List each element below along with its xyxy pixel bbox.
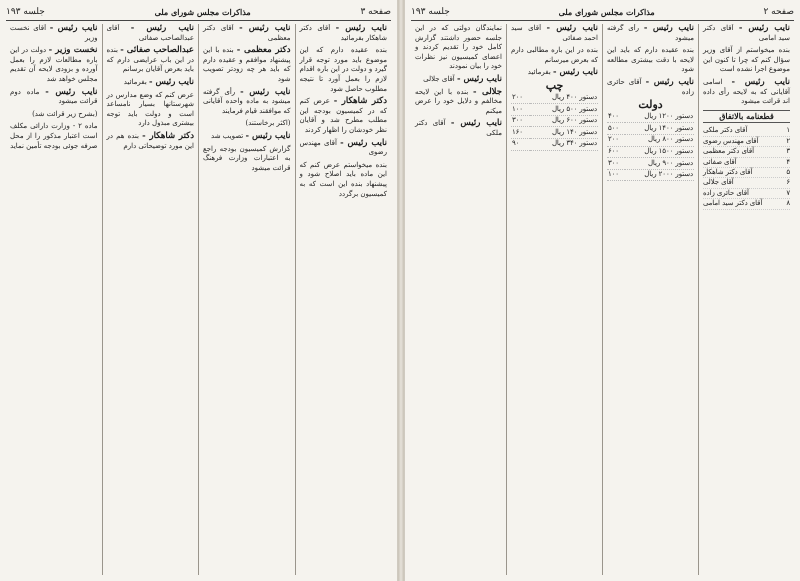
paragraph-text: (اکثر برخاستند) xyxy=(245,119,291,128)
paragraph xyxy=(203,132,291,142)
speaker-name: نایب رئیس - xyxy=(239,24,291,33)
paragraph xyxy=(10,24,98,43)
paragraph-text: آقای دکتر سید امامی xyxy=(703,24,790,42)
text-column xyxy=(506,24,602,575)
paragraph xyxy=(607,78,694,97)
paragraph-text: بنده با این لایحه مخالفم و دلایل خود را عرض میکنم xyxy=(415,87,502,115)
vote-value: ۹۰ xyxy=(511,138,530,150)
list-number: ۲ xyxy=(786,136,790,145)
vote-table xyxy=(511,93,598,151)
vote-value: ۵۰۰ xyxy=(607,123,625,135)
paragraph-text: آقای دکتر شاهکار بفرمائید xyxy=(299,24,387,42)
list-item xyxy=(703,126,790,136)
list-name: آقای جلالی xyxy=(703,178,734,187)
paragraph-text: اسامی آقایانی که به لایحه رأی داده اند قرائت میشود xyxy=(703,77,790,106)
speaker-name: نایب رئیس - xyxy=(457,73,502,84)
paragraph xyxy=(300,139,388,158)
vote-section-title: چپ xyxy=(545,78,564,92)
vote-row xyxy=(511,138,598,150)
speaker-name: نایب رئیس - xyxy=(643,24,694,33)
vote-row xyxy=(511,115,598,127)
paragraph xyxy=(203,119,291,129)
paragraph xyxy=(415,75,502,85)
speaker-name: نایب رئیس - xyxy=(240,86,291,97)
vote-value: ۱۰۰ xyxy=(511,104,530,116)
vote-row xyxy=(607,158,694,170)
speaker-name: نایب رئیس - xyxy=(738,24,790,33)
paragraph-text: بنده با این پیشنهاد موافقم و عقیده دارم که باید هر چه زودتر تصویب شود xyxy=(203,46,291,83)
paragraph xyxy=(107,24,195,43)
vote-row xyxy=(511,104,598,116)
vote-label: دستور ۱۵۰۰ ریال xyxy=(625,146,694,158)
vote-value: ۲۰۰ xyxy=(607,134,625,146)
speaker-name: نایب رئیس - xyxy=(450,118,502,129)
paragraph xyxy=(415,119,502,138)
paragraph-text: ماده ۲ - وزارت دارائی مکلف است اعتبار مذکور را از محل صرفه جوئی بودجه تأمین نماید xyxy=(10,122,98,150)
list-item xyxy=(703,158,790,168)
vote-table xyxy=(607,112,694,182)
paragraph xyxy=(300,46,388,94)
list-name: آقای دکتر ملکی xyxy=(703,126,748,135)
paragraph xyxy=(203,88,291,117)
list-name: آقای دکتر معظمی xyxy=(703,147,755,156)
list-name: آقای دکتر سید امامی xyxy=(703,199,763,208)
paragraph xyxy=(203,46,291,84)
paragraph xyxy=(511,68,598,78)
paragraph xyxy=(107,46,195,75)
vote-label: دستور ۱۲۰۰ ریال xyxy=(625,112,694,123)
paragraph xyxy=(10,46,98,84)
speaker-name: نایب رئیس - xyxy=(245,130,291,141)
vote-row xyxy=(607,123,694,135)
paragraph-text: آقای نخست وزیر xyxy=(10,24,98,42)
paragraph xyxy=(607,46,694,75)
vote-row xyxy=(607,169,694,181)
left-columns xyxy=(6,24,391,575)
vote-value: ۳۰۰ xyxy=(511,115,530,127)
left-page xyxy=(0,0,398,581)
vote-label: دستور ۴۰۰ ریال xyxy=(530,93,598,104)
paragraph xyxy=(10,110,98,120)
text-column xyxy=(698,24,794,575)
paragraph-text: ماده دوم قرائت میشود xyxy=(10,87,98,106)
paragraph xyxy=(703,78,790,107)
speaker-name: نایب رئیس - xyxy=(546,24,598,33)
left-page-number: صفحه ۳ xyxy=(360,7,391,17)
paragraph xyxy=(203,24,291,43)
speaker-name: نایب رئیس - xyxy=(645,76,694,87)
list-number: ۳ xyxy=(786,147,790,156)
paragraph-text: دولت در این باره مطالعات لازم را بعمل آورده و بزودی لایحه آن تقدیم مجلس خواهد شد xyxy=(10,46,98,83)
text-column xyxy=(411,24,506,575)
paragraph xyxy=(415,88,502,117)
list-number: ۷ xyxy=(786,188,790,197)
paragraph-text: بنده در این باره مطالبی دارم که بعرض میرسانم xyxy=(511,46,598,64)
paragraph xyxy=(511,46,598,65)
paragraph-text: بنده میخواستم از آقای وزیر سؤال کنم که چرا تا کنون این موضوع اجرا نشده است xyxy=(703,46,790,74)
vote-label: دستور ۹۰۰ ریال xyxy=(625,158,694,170)
section-heading: قطعنامه بالاتفاق xyxy=(703,110,790,124)
vote-value: ۴۰۰ xyxy=(607,112,625,123)
speaker-name: عبدالصاحب صفائی - xyxy=(120,45,194,56)
right-session-label: جلسه ۱۹۳ xyxy=(411,7,450,17)
paragraph-text: بنده میخواستم عرض کنم که این ماده باید اصلاح شود و پیشنهاد بنده این است که به کمیسیون برگردد xyxy=(299,160,387,198)
paragraph-text: آقای حائری زاده xyxy=(607,77,694,96)
text-column xyxy=(102,24,199,575)
paragraph-text: عرض کنم که در کمیسیون بودجه این مطلب مطرح شد و آقایان نظر خودشان را اظهار کردند xyxy=(299,97,387,134)
speaker-name: نایب رئیس - xyxy=(130,24,194,33)
speaker-name: نایب رئیس - xyxy=(731,76,790,87)
speaker-name: نایب رئیس - xyxy=(340,137,387,148)
right-page-title: مذاکرات مجلس شورای ملی xyxy=(558,7,655,17)
speaker-name: نخست وزیر - xyxy=(48,45,98,56)
list-item xyxy=(703,178,790,188)
paragraph xyxy=(203,145,291,174)
paragraph-text: بفرمائید xyxy=(527,68,551,77)
vote-row xyxy=(511,93,598,104)
vote-value: ۳۰۰ xyxy=(607,158,625,170)
right-page-number: صفحه ۲ xyxy=(763,7,794,17)
speaker-name: نایب رئیس - xyxy=(49,24,98,33)
list-name: آقای مهندس رضوی xyxy=(703,136,759,145)
left-page-title: مذاکرات مجلس شورای ملی xyxy=(154,7,251,17)
paragraph-text: تصویب شد xyxy=(211,131,244,140)
right-page-header xyxy=(411,4,794,21)
list-item xyxy=(703,189,790,199)
speaker-name: نایب رئیس - xyxy=(553,67,598,78)
list-name: آقای حائری زاده xyxy=(703,188,749,197)
vote-row xyxy=(511,127,598,139)
list-item xyxy=(703,199,790,209)
list-name: آقای دکتر شاهکار xyxy=(703,167,753,176)
name-list xyxy=(703,126,790,209)
vote-row xyxy=(607,134,694,146)
list-item xyxy=(703,137,790,147)
list-number: ۸ xyxy=(786,199,790,208)
paragraph-text: بنده عقیده دارم که باید این لایحه با دقت بیشتری مطالعه شود xyxy=(607,46,694,74)
list-number: ۴ xyxy=(786,157,790,166)
list-item xyxy=(703,168,790,178)
paragraph-text: نمایندگان دولتی که در این جلسه حضور داشتند گزارش کامل خود را تقدیم کردند و اعضای کمیسیون نیز نظرات خود را بیان نمودند xyxy=(415,24,502,71)
list-name: آقای صفائی xyxy=(703,157,737,166)
vote-label: دستور ۵۰۰ ریال xyxy=(530,104,598,116)
text-column xyxy=(295,24,392,575)
list-number: ۶ xyxy=(786,178,790,187)
paragraph-text: آقای جلالی xyxy=(423,74,455,83)
paragraph-text: گزارش کمیسیون بودجه راجع به اعتبارات وزارت فرهنگ قرائت میشود xyxy=(203,144,291,172)
speaker-name: دکتر شاهکار - xyxy=(333,96,387,107)
paragraph-text: بنده عقیده دارم که این موضوع باید مورد توجه قرار گیرد و دولت در این باره اقدام لازم را بعمل آورد تا نتیجه مطلوب حاصل شود xyxy=(299,46,387,93)
vote-row xyxy=(607,112,694,123)
paragraph xyxy=(415,24,502,72)
paragraph-text: آقای دکتر معظمی xyxy=(203,24,291,42)
left-session-label: جلسه ۱۹۳ xyxy=(6,7,45,17)
paragraph xyxy=(300,24,388,43)
speaker-name: دکتر شاهکار - xyxy=(142,130,195,141)
paragraph xyxy=(703,24,790,43)
vote-label: دستور ۱۴۰ ریال xyxy=(530,127,598,139)
speaker-name: جلالی - xyxy=(472,86,502,97)
paragraph xyxy=(107,91,195,129)
paragraph-text: بنده هم در این مورد توضیحاتی دارم xyxy=(106,131,194,150)
list-number: ۱ xyxy=(786,126,790,135)
vote-row xyxy=(607,146,694,158)
vote-label: دستور ۲۰۰۰ ریال xyxy=(625,169,694,181)
vote-value: ۱۶۰ xyxy=(511,127,530,139)
vote-value: ۶۰۰ xyxy=(607,146,625,158)
paragraph-text: بنده در این باب عرایضی دارم که باید بعرض آقایان برسانم xyxy=(106,46,194,74)
paragraph xyxy=(10,122,98,151)
list-number: ۵ xyxy=(786,167,790,176)
vote-value: ۱۰۰ xyxy=(607,169,625,181)
paragraph-text: عرض کنم که وضع مدارس در شهرستانها بسیار نامساعد است و دولت باید توجه بیشتری مبذول دارد xyxy=(106,90,194,128)
paragraph-text: بفرمائید xyxy=(123,77,147,86)
paragraph xyxy=(703,46,790,75)
speaker-name: نایب رئیس - xyxy=(149,76,194,87)
paragraph xyxy=(300,97,388,135)
paragraph xyxy=(107,132,195,151)
paragraph-text: رأی گرفته میشود به ماده واحده آقایانی که موافقند قیام فرمایند xyxy=(203,87,291,115)
paragraph-text: آقای دکتر ملکی xyxy=(415,119,502,137)
speaker-name: دکتر معظمی - xyxy=(236,45,291,56)
right-page xyxy=(404,0,800,581)
vote-label: دستور ۸۰۰ ریال xyxy=(625,134,694,146)
vote-section-title: دولت xyxy=(638,98,663,112)
paragraph-text: آقای مهندس رضوی xyxy=(299,138,387,157)
paragraph xyxy=(607,24,694,43)
vote-label: دستور ۳۴۰ ریال xyxy=(530,138,598,150)
paragraph-text: رأی گرفته میشود xyxy=(607,24,694,42)
paragraph-text: آقای سید احمد صفائی xyxy=(511,24,598,42)
vote-label: دستور ۶۰۰ ریال xyxy=(530,115,598,127)
speaker-name: نایب رئیس - xyxy=(335,24,387,33)
text-column xyxy=(198,24,295,575)
text-column xyxy=(6,24,102,575)
vote-label: دستور ۱۴۰۰ ریال xyxy=(625,123,694,135)
speaker-name: نایب رئیس - xyxy=(45,86,98,97)
paragraph xyxy=(300,161,388,199)
paragraph xyxy=(107,78,195,88)
vote-value: ۲۰۰ xyxy=(511,93,530,104)
list-item xyxy=(703,147,790,157)
right-columns xyxy=(411,24,794,575)
paragraph-text: آقای عبدالصاحب صفائی xyxy=(106,24,194,42)
paragraph-text: (بشرح زیر قرائت شد) xyxy=(32,109,98,118)
paragraph xyxy=(511,24,598,43)
paragraph xyxy=(10,88,98,107)
left-page-header xyxy=(6,4,391,21)
text-column xyxy=(602,24,698,575)
